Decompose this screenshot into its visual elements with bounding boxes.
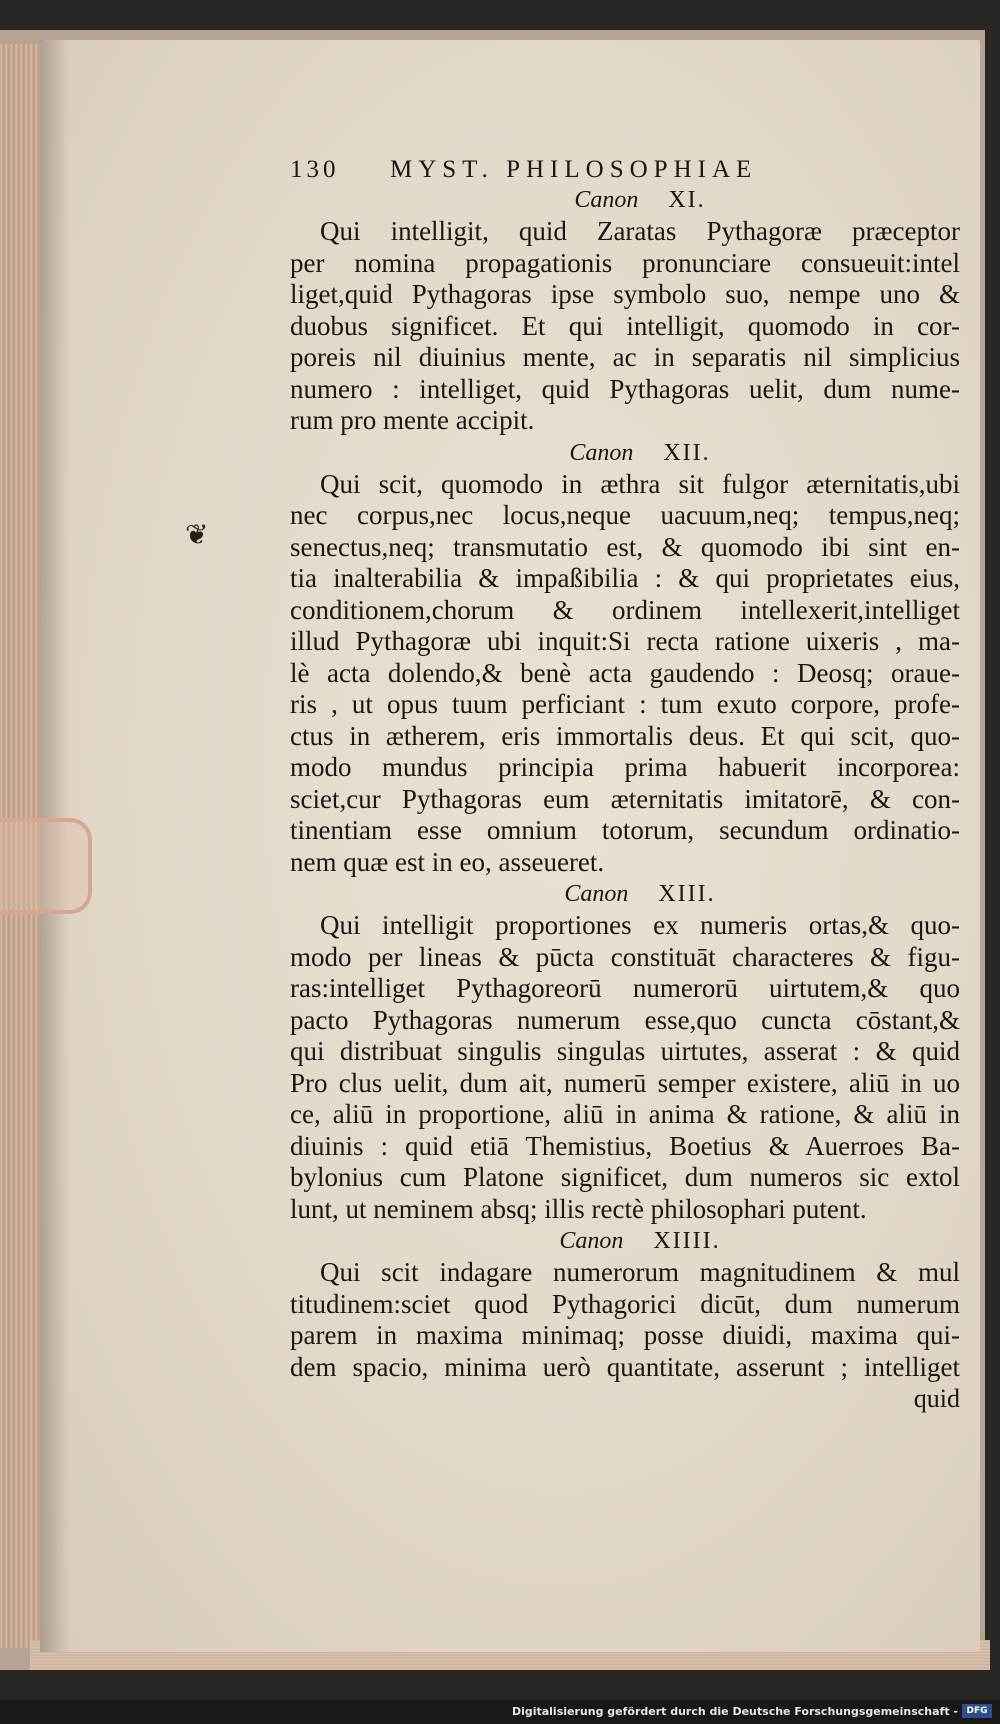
text-line: per nomina propagationis pronunciare consueuit:intel <box>290 247 960 278</box>
text-line: liget,quid Pythagoras ipse symbolo suo, nempe uno & <box>290 279 960 309</box>
text-line: conditionem,chorum & ordinem intellexerit,intelliget <box>290 594 960 625</box>
text-line: lunt, ut neminem absq; illis rectè philosophari putent. <box>290 1193 867 1224</box>
canon-number: XII. <box>663 439 711 466</box>
text-line: rum pro mente accipit. <box>290 405 535 435</box>
text-line: diuinis : quid etiā Themistius, Boetius & Auerroes Ba- <box>290 1130 960 1161</box>
text-line: modo mundus principia prima habuerit incorporea: <box>290 752 960 782</box>
canon-label: Canon <box>569 439 634 466</box>
canon-heading <box>320 878 960 910</box>
catchword: quid <box>913 1384 960 1413</box>
canon-heading <box>320 184 960 216</box>
text-line: Pro clus uelit, dum ait, numerū semper existere, aliū in uo <box>290 1067 960 1098</box>
text-line: senectus,neq; transmutatio est, & quomodo ibi sint en- <box>290 531 960 562</box>
funding-credit: Digitalisierung gefördert durch die Deutsche Forschungsgemeinschaft - <box>511 1705 958 1718</box>
text-line: Qui scit, quomodo in æthra sit fulgor æternitatis,ubi <box>320 468 960 499</box>
text-line: duobus significet. Et qui intelligit, quomodo in cor- <box>290 310 960 341</box>
canon-paragraph <box>290 910 960 1225</box>
text-line: lè acta dolendo,& benè acta gaudendo : Deosq; oraue- <box>290 657 960 688</box>
canon-number: XI. <box>668 187 706 213</box>
canon-sections <box>290 184 960 1383</box>
canon-paragraph <box>290 216 960 437</box>
canon-label: Canon <box>564 881 629 907</box>
text-line: tinentiam esse omnium totorum, secundum ordinatio- <box>290 815 960 845</box>
canon-label: Canon <box>574 187 639 213</box>
text-line: nec corpus,nec locus,neque uacuum,neq; tempus,neq; <box>290 500 960 530</box>
running-title: MYST. PHILOSOPHIAE <box>390 156 758 183</box>
text-line: illud Pythagoræ ubi inquit:Si recta ratione uixeris , ma- <box>290 626 960 656</box>
text-line: ce, aliū in proportione, aliū in anima & ratione, & aliū in <box>290 1099 960 1129</box>
text-line: pacto Pythagoras numerum esse,quo cuncta cōstant,& <box>290 1004 960 1035</box>
running-head <box>290 150 960 184</box>
text-line: titudinem:sciet quod Pythagorici dicūt, dum numerum <box>290 1288 960 1319</box>
page-number: 130 <box>290 156 340 183</box>
canon-heading <box>320 437 960 469</box>
text-line: modo per lineas & pūcta constituāt characteres & figu- <box>290 941 960 972</box>
text-block <box>290 150 960 1415</box>
text-line: Qui scit indagare numerorum magnitudinem & mul <box>320 1257 960 1287</box>
bookmark-clip <box>0 818 92 914</box>
text-line: poreis nil diuinius mente, ac in separatis nil simplicius <box>290 342 960 372</box>
text-line: qui distribuat singulis singulas uirtutes, asserat : & quid <box>290 1036 960 1066</box>
text-line: tia inalterabilia & impaßibilia : & qui proprietates eius, <box>290 563 960 593</box>
text-line: numero : intelliget, quid Pythagoras uelit, dum nume- <box>290 373 960 404</box>
dfg-logo: DFG <box>962 1704 992 1718</box>
text-line: ras:intelliget Pythagoreorū numerorū uirtutem,& quo <box>290 973 960 1003</box>
text-line: Qui intelligit proportiones ex numeris ortas,& quo- <box>320 910 960 940</box>
canon-paragraph <box>290 469 960 879</box>
text-line: ris , ut opus tuum perficiant : tum exuto corpore, profe- <box>290 689 960 719</box>
canon-label: Canon <box>559 1228 624 1254</box>
text-line: nem quæ est in eo, asseueret. <box>290 846 605 877</box>
canon-paragraph <box>290 1257 960 1383</box>
canon-heading <box>320 1225 960 1257</box>
text-line: parem in maxima minimaq; posse diuidi, maxima qui- <box>290 1320 960 1350</box>
canon-number: XIIII. <box>653 1228 721 1254</box>
text-line: dem spacio, minima uerò quantitate, asserunt ; intelliget <box>290 1351 960 1382</box>
text-line: sciet,cur Pythagoras eum æternitatis imitatorē, & con- <box>290 783 960 814</box>
text-line: Qui intelligit, quid Zaratas Pythagoræ præceptor <box>320 216 960 246</box>
fleuron-ornament: ❦ <box>185 520 209 551</box>
canon-number: XIII. <box>658 881 716 907</box>
text-line: ctus in ætherem, eris immortalis deus. Et qui scit, quo- <box>290 720 960 751</box>
text-line: bylonius cum Platone significet, dum numeros sic extol <box>290 1162 960 1192</box>
